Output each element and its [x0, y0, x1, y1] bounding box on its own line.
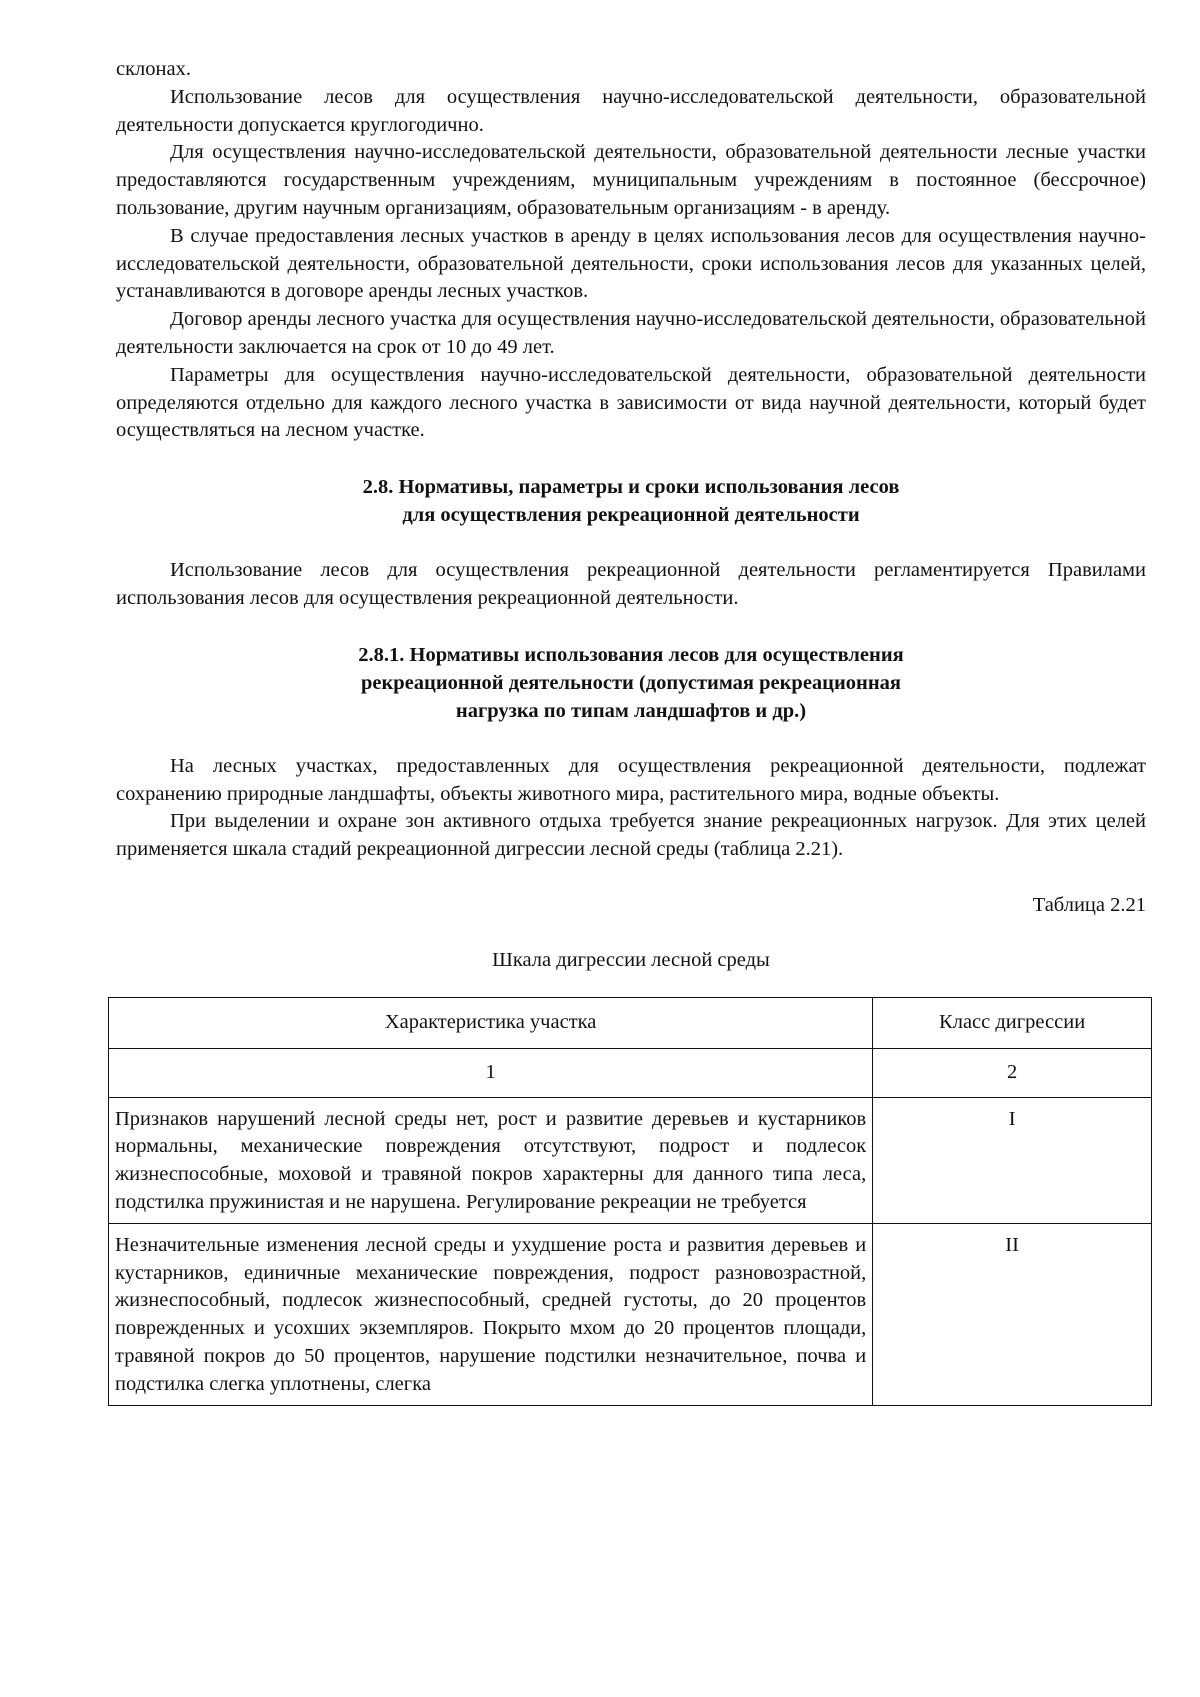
document-page	[116, 56, 1146, 1406]
table-header-cell: Характеристика участка	[109, 997, 873, 1048]
table-header-cell: Класс дигрессии	[873, 997, 1152, 1048]
digression-table	[108, 997, 1152, 1406]
heading-line: 2.8.1. Нормативы использования лесов для осуществления	[358, 643, 904, 666]
table-row	[109, 1223, 1152, 1405]
table-label: Таблица 2.21	[1032, 893, 1146, 916]
column-number-cell: 2	[873, 1048, 1152, 1097]
table-row	[109, 1097, 1152, 1223]
paragraph: Параметры для осуществления научно-исследовательской деятельности, образовательной деятельности определяются отдельно для каждого лесного участка в зависимости от вида научной деятельности, который будет осуществляться на лесном участке.	[116, 363, 1146, 442]
paragraph: Использование лесов для осуществления научно-исследовательской деятельности, образовательной деятельности допускается круглогодично.	[116, 85, 1146, 136]
paragraph: На лесных участках, предоставленных для осуществления рекреационной деятельности, подлежат сохранению природные ландшафты, объекты животного мира, растительного мира, водные объекты.	[116, 754, 1146, 805]
heading-line: нагрузка по типам ландшафтов и др.)	[455, 699, 807, 722]
paragraph: Договор аренды лесного участка для осуществления научно-исследовательской деятельности, образовательной деятельности заключается на срок от 10 до 49 лет.	[116, 308, 1146, 358]
paragraph: В случае предоставления лесных участков в аренду в целях использования лесов для осуществления научно-исследовательской деятельности, образовательной деятельности, сроки использования лесов для указанных целей, устанавливаются в договоре аренды лесных участков.	[116, 224, 1146, 303]
paragraph: Для осуществления научно-исследовательской деятельности, образовательной деятельности лесные участки предоставляются государственным учреждениям, муниципальным учреждениям в постоянное (бессрочное) пользование, другим научным организациям, образовательным организациям - в аренду.	[116, 141, 1146, 219]
section-heading-2-8	[116, 473, 1146, 529]
table-title: Шкала дигрессии лесной среды	[492, 948, 770, 971]
section-heading-2-8-1	[116, 641, 1146, 725]
paragraph: При выделении и охране зон активного отдыха требуется знание рекреационных нагрузок. Для этих целей применяется шкала стадий рекреационной дигрессии лесной среды (таблица 2.21).	[116, 810, 1146, 861]
table-cell-description: Незначительные изменения лесной среды и ухудшение роста и развития деревьев и кустарников, единичные механические повреждения, подрост разновозрастной, жизнеспособный, подлесок жизнеспособный, средней густоты, до 20 процентов поврежденных и усохших экземпляров. Покрыто мхом до 20 процентов площади, травяной покров до 50 процентов, нарушение подстилки незначительное, почва и подстилка слегка уплотнены, слегка	[109, 1223, 873, 1405]
table-number-row	[109, 1048, 1152, 1097]
heading-line: рекреационной деятельности (допустимая рекреационная	[360, 671, 902, 694]
table-cell-class: II	[873, 1223, 1152, 1405]
table-cell-description: Признаков нарушений лесной среды нет, рост и развитие деревьев и кустарников нормальны, механические повреждения отсутствуют, подрост и подлесок жизнеспособные, моховой и травяной покров характерны для данного типа леса, подстилка пружинистая и не нарушена. Регулирование рекреации не требуется	[109, 1097, 873, 1223]
paragraph: Использование лесов для осуществления рекреационной деятельности регламентируется Правилами использования лесов для осуществления рекреационной деятельности.	[116, 559, 1146, 609]
paragraph-continuation: склонах.	[116, 58, 191, 80]
table-cell-class: I	[873, 1097, 1152, 1223]
table-header-row	[109, 997, 1152, 1048]
column-number-cell: 1	[109, 1048, 873, 1097]
heading-line: для осуществления рекреационной деятельности	[402, 504, 860, 527]
heading-line: 2.8. Нормативы, параметры и сроки использования лесов	[362, 476, 900, 499]
